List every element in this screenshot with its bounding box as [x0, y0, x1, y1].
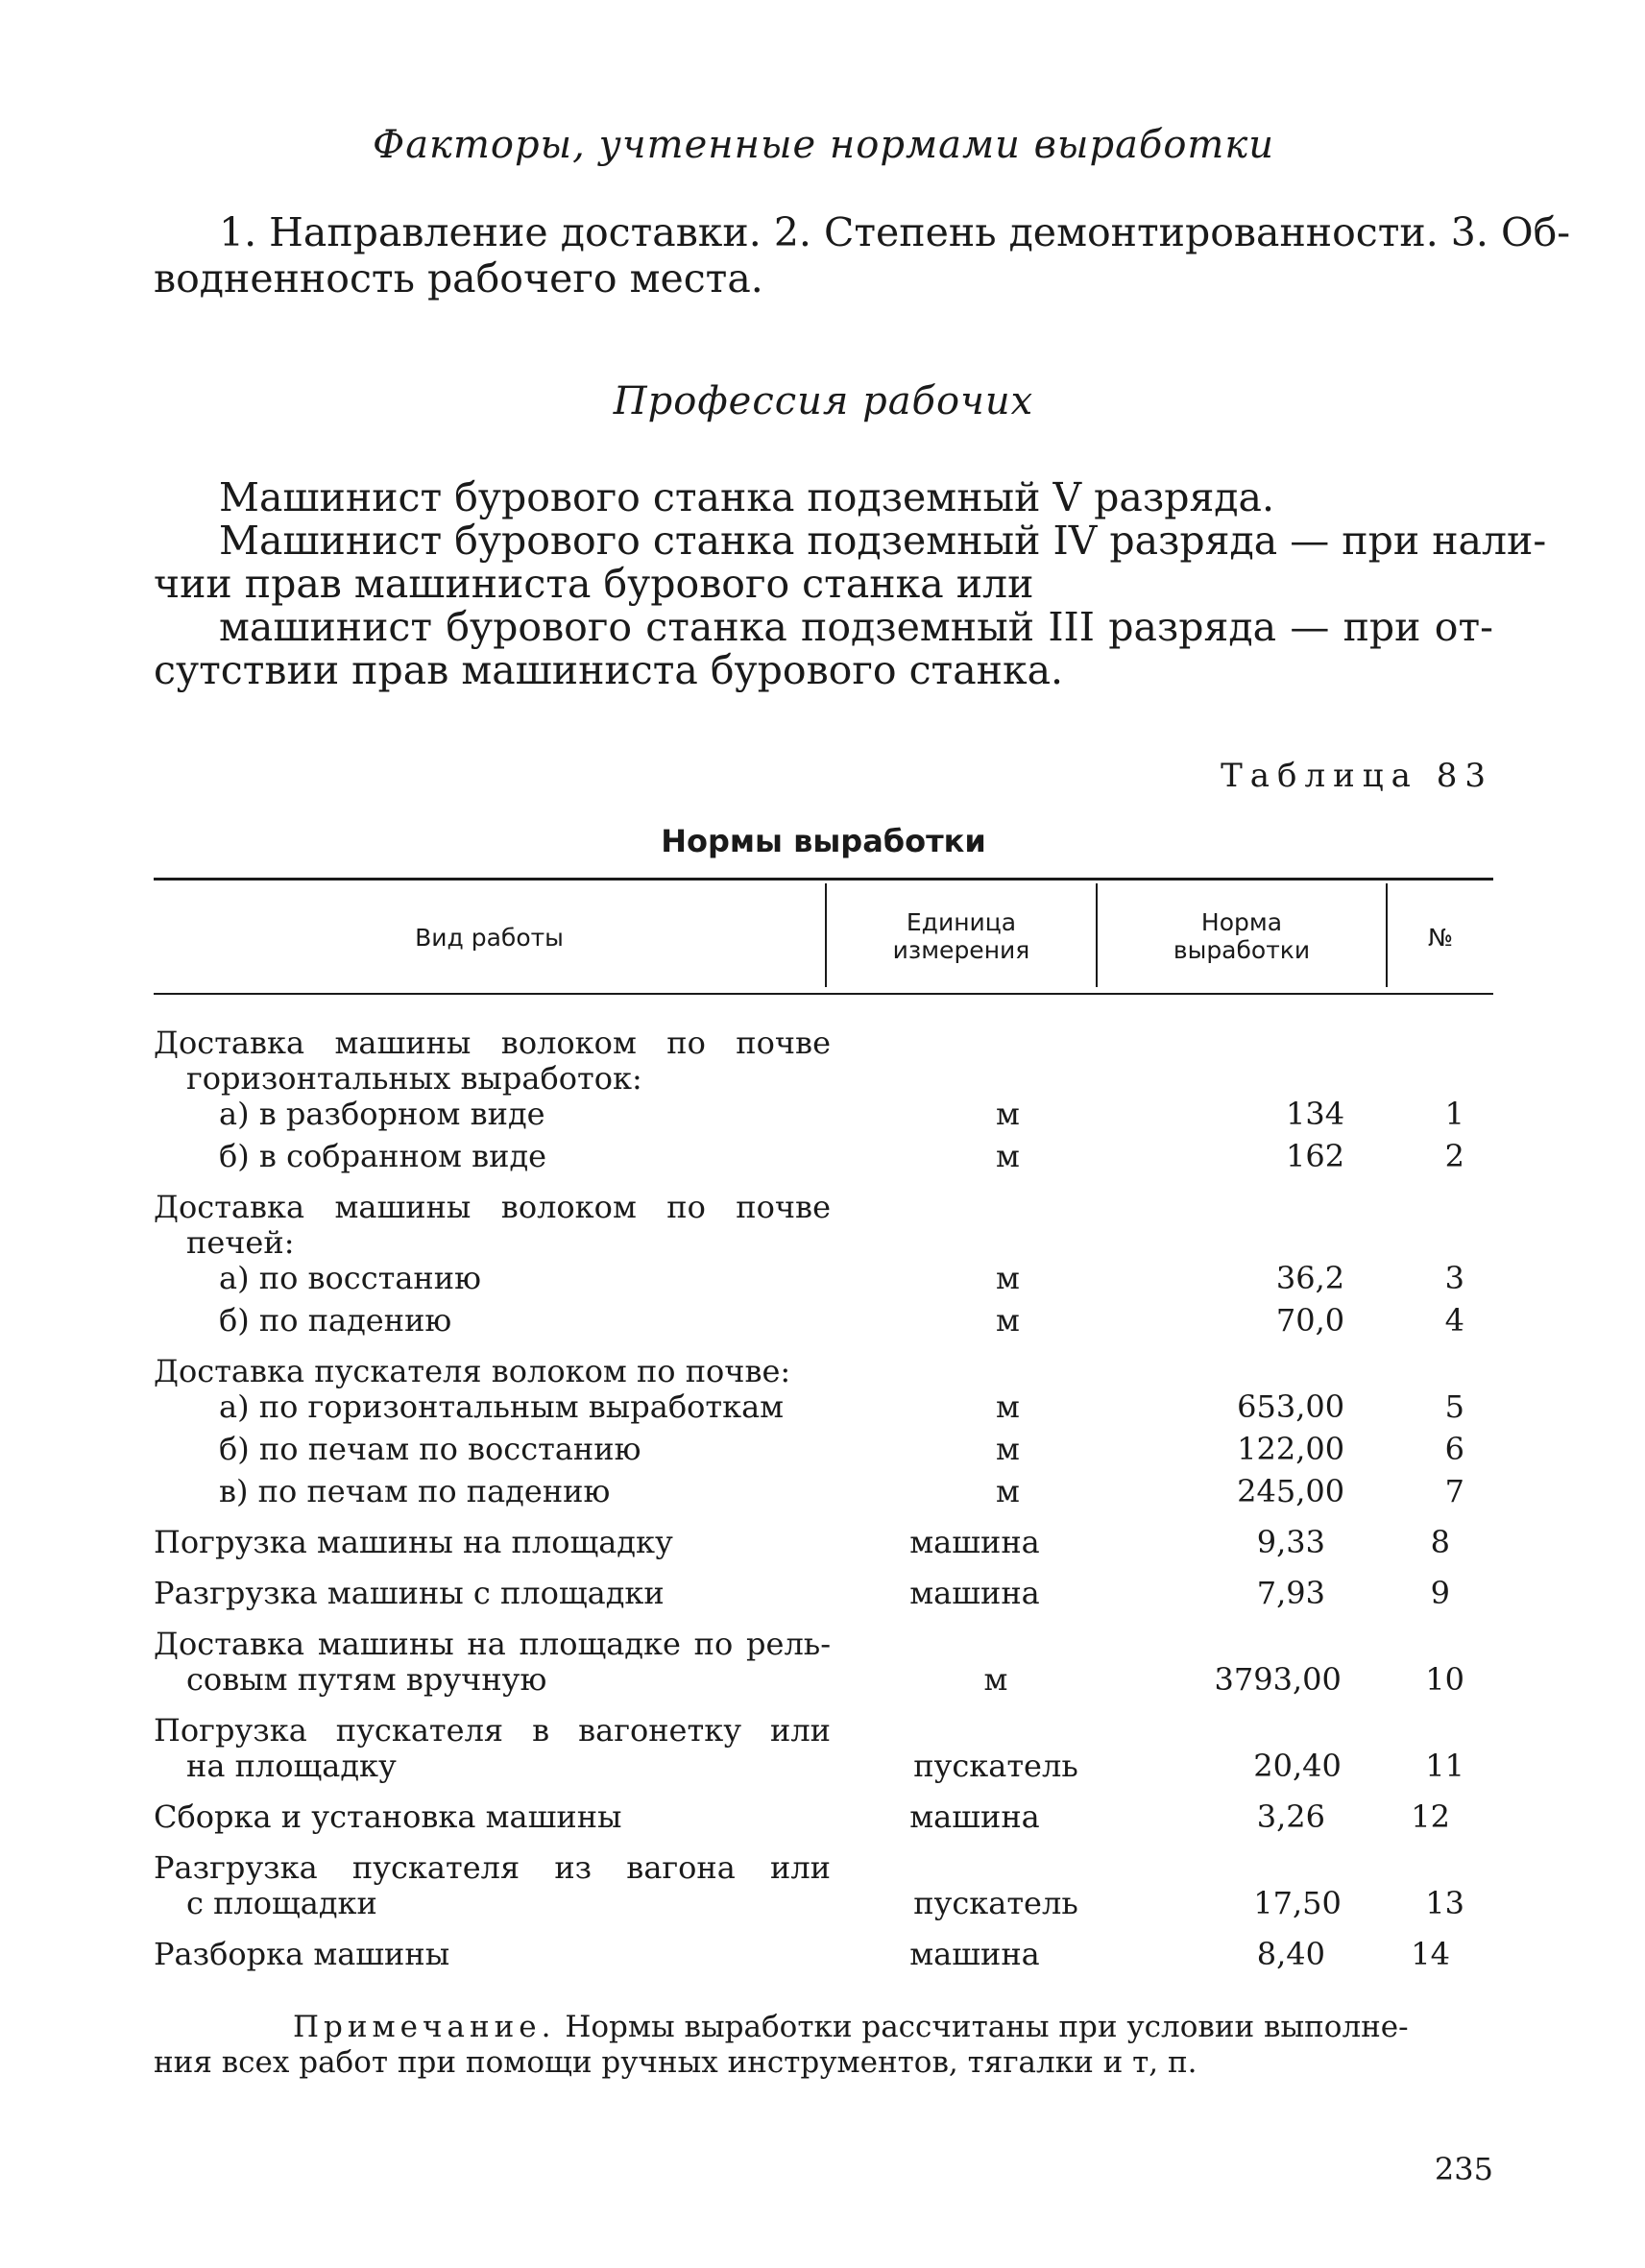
- table-row: [154, 1190, 1493, 1225]
- cell-num: 14: [1411, 1936, 1450, 1972]
- cell-num: 7: [1444, 1473, 1464, 1509]
- cell-work: Погрузка пускателя в вагонетку или: [154, 1712, 831, 1749]
- table-row: [154, 1749, 1493, 1784]
- cell-num: 10: [1425, 1661, 1464, 1698]
- cell-num: 2: [1444, 1138, 1464, 1174]
- cell-norm: 17,50: [1253, 1885, 1342, 1921]
- table-row: [154, 1389, 1493, 1425]
- profession-heading: Профессия рабочих: [613, 379, 1034, 423]
- page-number: 235: [1434, 2151, 1493, 2187]
- cell-work: Доставка пускателя волоком по почве:: [154, 1353, 791, 1389]
- header-unit-line: измерения: [892, 936, 1030, 964]
- cell-unit: м: [983, 1661, 1008, 1698]
- table-row: [154, 1432, 1493, 1467]
- factors-line: 1. Направление доставки. 2. Степень демонтированности. 3. Об-: [219, 209, 1571, 255]
- cell-norm: 9,33: [1256, 1524, 1325, 1560]
- table-row: [154, 1225, 1493, 1261]
- profession-line: чии прав машиниста бурового станка или: [154, 561, 1034, 607]
- cell-work: б) по падению: [219, 1302, 452, 1339]
- table-row: [154, 1261, 1493, 1296]
- table-note: [154, 2010, 1493, 2081]
- cell-unit: м: [995, 1388, 1020, 1425]
- cell-norm: 20,40: [1253, 1748, 1342, 1784]
- cell-work: в) по печам по падению: [219, 1473, 611, 1509]
- cell-unit: м: [995, 1302, 1020, 1339]
- cell-num: 8: [1430, 1524, 1450, 1560]
- cell-num: 4: [1444, 1302, 1464, 1339]
- cell-norm: 245,00: [1237, 1473, 1345, 1509]
- table-row: [154, 1303, 1493, 1339]
- cell-num: 1: [1444, 1096, 1464, 1132]
- cell-work: б) по печам по восстанию: [219, 1431, 641, 1467]
- header-unit-line: Единица: [906, 908, 1017, 936]
- cell-unit: машина: [909, 1575, 1040, 1611]
- cell-num: 6: [1444, 1431, 1464, 1467]
- cell-norm: 36,2: [1275, 1260, 1345, 1296]
- profession-line: Машинист бурового станка подземный V разряда.: [219, 474, 1275, 520]
- cell-work: Разгрузка машины с площадки: [154, 1575, 665, 1611]
- cell-unit: машина: [909, 1524, 1040, 1560]
- cell-norm: 3793,00: [1214, 1661, 1342, 1698]
- cell-work: горизонтальных выработок:: [186, 1060, 642, 1097]
- cell-work: Доставка машины волоком по почве: [154, 1189, 831, 1225]
- note-label: Примечание.: [293, 2010, 556, 2044]
- table-row: [154, 1627, 1493, 1662]
- table-top-rule: [154, 878, 1493, 881]
- note-text: ния всех работ при помощи ручных инструментов, тягалки и т, п.: [154, 2045, 1197, 2080]
- profession-line: сутствии прав машиниста бурового станка.: [154, 647, 1064, 693]
- table-row: [154, 1799, 1493, 1835]
- cell-norm: 8,40: [1256, 1936, 1325, 1972]
- cell-work: Доставка машины на площадке по рель-: [154, 1626, 831, 1662]
- cell-num: 12: [1411, 1798, 1450, 1835]
- cell-unit: м: [995, 1260, 1020, 1296]
- document-page: [154, 0, 1571, 2268]
- table-row: [154, 1025, 1493, 1061]
- header-unit: [827, 908, 1096, 964]
- table-row: [154, 1850, 1493, 1886]
- cell-unit: м: [995, 1096, 1020, 1132]
- cell-work: Разгрузка пускателя из вагона или: [154, 1849, 831, 1886]
- factors-paragraph: [154, 209, 1571, 302]
- cell-work: с площадки: [186, 1885, 377, 1921]
- table-header-bottom-rule: [154, 993, 1493, 995]
- cell-work: печей:: [186, 1224, 295, 1261]
- table-row: [154, 1139, 1493, 1174]
- cell-work: Сборка и установка машины: [154, 1798, 622, 1835]
- cell-work: а) по горизонтальным выработкам: [219, 1388, 785, 1425]
- table-row: [154, 1474, 1493, 1509]
- table-title: Нормы выработки: [661, 823, 986, 859]
- header-work: Вид работы: [415, 924, 564, 952]
- cell-unit: м: [995, 1431, 1020, 1467]
- cell-work: на площадку: [186, 1748, 397, 1784]
- cell-norm: 3,26: [1256, 1798, 1325, 1835]
- table-row: [154, 1713, 1493, 1749]
- profession-paragraph: [154, 474, 1547, 693]
- table-body: [154, 1025, 1493, 1972]
- cell-unit: машина: [909, 1798, 1040, 1835]
- factors-line: водненность рабочего места.: [154, 255, 763, 302]
- cell-unit: м: [995, 1473, 1020, 1509]
- cell-num: 11: [1425, 1748, 1464, 1784]
- cell-work: Разборка машины: [154, 1936, 450, 1972]
- cell-num: 9: [1430, 1575, 1450, 1611]
- profession-line: машинист бурового станка подземный III разряда — при от-: [219, 604, 1493, 650]
- header-norm-line: выработки: [1173, 936, 1311, 964]
- cell-unit: пускатель: [913, 1748, 1078, 1784]
- cell-norm: 162: [1286, 1138, 1345, 1174]
- cell-unit: пускатель: [913, 1885, 1078, 1921]
- note-text: Нормы выработки рассчитаны при условии выполне-: [565, 2010, 1409, 2044]
- header-num: №: [1427, 924, 1453, 952]
- cell-norm: 134: [1286, 1096, 1345, 1132]
- table-row: [154, 1886, 1493, 1921]
- header-norm-line: Норма: [1200, 908, 1283, 936]
- table-row: [154, 1354, 1493, 1389]
- cell-norm: 122,00: [1237, 1431, 1345, 1467]
- cell-norm: 70,0: [1275, 1302, 1345, 1339]
- cell-num: 3: [1444, 1260, 1464, 1296]
- factors-heading: Факторы, учтенные нормами выработки: [373, 123, 1274, 167]
- cell-unit: машина: [909, 1936, 1040, 1972]
- table-row: [154, 1937, 1493, 1972]
- cell-work: а) по восстанию: [219, 1260, 481, 1296]
- cell-work: а) в разборном виде: [219, 1096, 545, 1132]
- cell-norm: 7,93: [1256, 1575, 1325, 1611]
- profession-line: Машинист бурового станка подземный IV разряда — при нали-: [219, 518, 1547, 564]
- table-row: [154, 1061, 1493, 1097]
- cell-norm: 653,00: [1237, 1388, 1345, 1425]
- cell-unit: м: [995, 1138, 1020, 1174]
- table-row: [154, 1576, 1493, 1611]
- table-number: Таблица 83: [1221, 757, 1493, 795]
- cell-work: б) в собранном виде: [219, 1138, 547, 1174]
- table-row: [154, 1662, 1493, 1698]
- header-norm: [1098, 908, 1386, 964]
- cell-work: совым путям вручную: [186, 1661, 547, 1698]
- table-row: [154, 1525, 1493, 1560]
- table-row: [154, 1097, 1493, 1132]
- cell-work: Доставка машины волоком по почве: [154, 1025, 831, 1061]
- cell-num: 13: [1425, 1885, 1464, 1921]
- cell-work: Погрузка машины на площадку: [154, 1524, 673, 1560]
- cell-num: 5: [1444, 1388, 1464, 1425]
